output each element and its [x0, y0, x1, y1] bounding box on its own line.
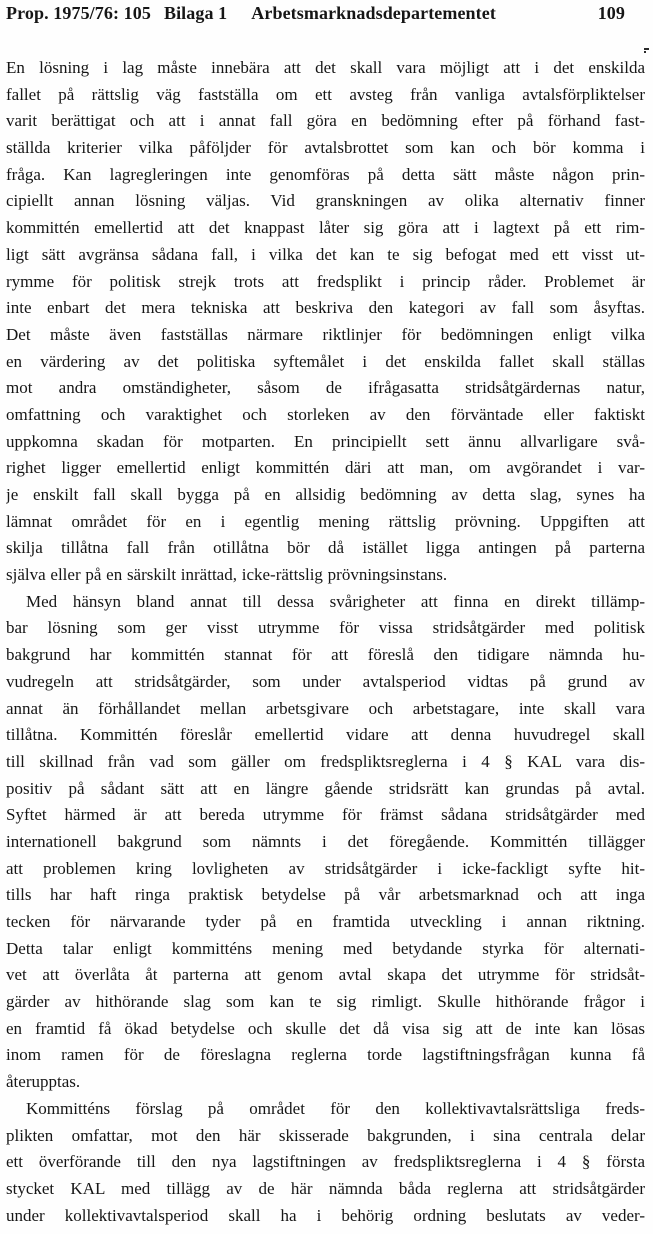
text-line: tills har haft ringa praktisk betydelse på vår arbetsmarknad och att inga	[6, 885, 645, 905]
text-line: ställda kriterier vilka påföljder för avtalsbrottet som kan och bör komma i	[6, 138, 645, 158]
text-line: cipiellt annan lösning väljas. Vid granskningen av olika alternativ finner	[6, 191, 645, 211]
text-line: fallet på rättslig väg fastställa om ett avsteg från vanliga avtalsförpliktelser	[6, 84, 645, 104]
text-line: återupptas.	[6, 1072, 81, 1092]
text-line: under kollektivavtalsperiod skall ha i behörig ordning beslutats av veder-	[6, 1205, 645, 1225]
text-line: Det måste även fastställas närmare riktlinjer för bedömningen enligt vilka	[6, 324, 645, 344]
text-line: internationell bakgrund som nämnts i det föregående. Kommittén tillägger	[6, 831, 645, 851]
text-line: Med hänsyn bland annat till dessa svårigheter att finna en direkt tillämp-	[26, 591, 645, 611]
text-line: varit berättigat och att i annat fall göra en bedömning efter på förhand fast-	[6, 111, 645, 131]
text-line: ett överförande till den nya lagstiftningen av fredspliktsreglerna i 4 § första	[6, 1152, 645, 1172]
text-line: rymme för politisk strejk trots att fredsplikt i princip råder. Problemet är	[6, 271, 645, 291]
text-line: en värdering av det politiska syftemålet i det enskilda fallet skall ställas	[6, 351, 645, 371]
scan-artifact	[644, 48, 649, 50]
text-line: Detta talar enligt kommitténs mening med betydande styrka för alternati-	[6, 938, 645, 958]
text-line: Kommitténs förslag på området för den kollektivavtalsrättsliga freds-	[26, 1098, 645, 1118]
text-line: tillåtna. Kommittén föreslår emellertid vidare att denna huvudregel skall	[6, 725, 645, 745]
text-line: bakgrund har kommittén stannat för att föreslå den tidigare nämnda hu-	[6, 645, 645, 665]
text-line: bar lösning som ger visst utrymme för vissa stridsåtgärder med politisk	[6, 618, 645, 638]
text-line: inte enbart det mera tekniska att beskriva den kategori av fall som åsyftas.	[6, 298, 645, 318]
text-line: tecken för närvarande tyder på en framtida utveckling i annan riktning.	[6, 912, 645, 931]
body-text	[6, 55, 645, 1229]
text-line: Syftet härmed är att bereda utrymme för främst sådana stridsåtgärder med	[6, 805, 645, 825]
paragraph	[6, 55, 645, 589]
text-line: vudregeln att stridsåtgärder, som under avtalsperiod vidtas på grund av	[6, 671, 645, 691]
text-line: att problemen kring lovligheten av stridsåtgärder i icke-fackligt syfte hit-	[6, 858, 645, 878]
page-number: 109	[597, 3, 625, 23]
doc-reference: Prop. 1975/76: 105	[6, 3, 151, 23]
text-line: righet ligger emellertid enligt kommittén däri att man, om avgörandet i var-	[6, 458, 645, 478]
department-label: Arbetsmarknadsdepartementet	[251, 3, 496, 23]
text-line: En lösning i lag måste innebära att det skall vara möjligt att i det enskilda	[6, 58, 645, 77]
paragraph	[6, 1096, 645, 1229]
text-line: annat än förhållandet mellan arbetsgivare och arbetstagare, inte skall vara	[6, 698, 645, 718]
scan-artifact	[644, 51, 646, 53]
text-line: själva eller på en särskilt inrättad, icke-rättslig prövningsinstans.	[6, 565, 448, 585]
text-line: je enskilt fall skall bygga på en allsidig bedömning av detta slag, synes ha	[6, 485, 645, 504]
annex-label: Bilaga 1	[163, 3, 228, 23]
text-line: omfattning och varaktighet och storleken av den förväntade eller faktiskt	[6, 404, 645, 424]
text-line: stycket KAL med tillägg av de här nämnda båda reglerna att stridsåtgärder	[6, 1178, 645, 1198]
paragraph	[6, 589, 645, 1096]
text-line: plikten omfattar, mot den här skisserade bakgrunden, i sina centrala delar	[6, 1125, 645, 1145]
text-line: till skillnad från vad som gäller om fredspliktsreglerna i 4 § KAL vara dis-	[6, 751, 645, 771]
text-line: mot andra omständigheter, såsom de ifrågasatta stridsåtgärdernas natur,	[6, 378, 645, 398]
text-line: en framtid få ökad betydelse och skulle det då visa sig att de inte kan lösas	[6, 1018, 645, 1038]
text-line: skilja tillåtna fall från otillåtna bör då istället ligga antingen på parterna	[6, 538, 645, 558]
text-line: positiv på sådant sätt att en längre gående stridsrätt kan grundas på avtal.	[6, 778, 645, 798]
text-line: vet att överlåta åt parterna att genom avtal skapa det utrymme för stridsåt-	[6, 965, 645, 985]
text-line: uppkomna skadan för motparten. En principiellt sett ännu allvarligare svå-	[6, 431, 645, 451]
text-line: ligt sätt avgränsa sådana fall, i vilka det kan te sig befogat med ett visst ut-	[6, 244, 645, 264]
text-line: fråga. Kan lagregleringen inte genomföras på detta sätt måste någon prin-	[6, 164, 645, 184]
text-line: inom ramen för de föreslagna reglerna torde lagstiftningsfrågan kunna få	[6, 1045, 645, 1065]
page-header	[6, 3, 625, 24]
text-line: kommittén emellertid att det knappast låter sig göra att i lagtext på ett rim-	[6, 218, 645, 238]
text-line: gärder av hithörande slag som kan te sig rimligt. Skulle hithörande frågor i	[6, 992, 645, 1012]
text-line: lämnat området för en i egentlig mening rättslig prövning. Uppgiften att	[6, 511, 645, 531]
